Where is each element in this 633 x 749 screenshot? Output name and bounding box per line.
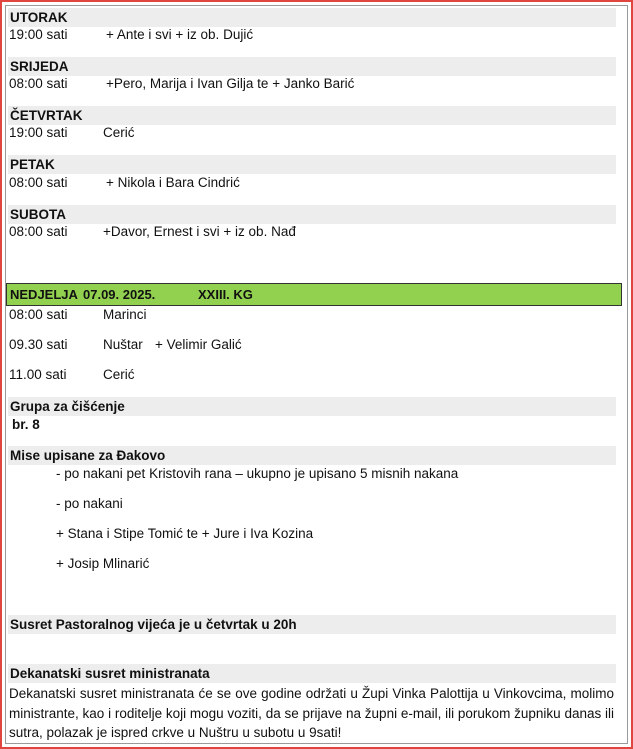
djakovo-item: - po nakani (56, 496, 123, 511)
day-band-cetvrtak: ČETVRTAK (8, 106, 616, 125)
djakovo-item: - po nakani pet Kristovih rana – ukupno je upisano 5 misnih nakana (56, 466, 459, 481)
mass-intention: Cerić (103, 125, 135, 140)
mass-intention: + Ante i svi + iz ob. Dujić (106, 27, 254, 42)
cleaning-band: Grupa za čišćenje (8, 397, 616, 416)
mass-time: 08:00 sati (9, 76, 68, 91)
sunday-mass-time: 11.00 sati (9, 367, 67, 382)
council-band: Susret Pastoralnog vijeća je u četvrtak u 20h (8, 615, 616, 634)
sunday-mass-time: 09.30 sati (9, 337, 68, 352)
sunday-band (6, 283, 622, 306)
mass-time: 08:00 sati (9, 175, 68, 190)
djakovo-item: + Stana i Stipe Tomić te + Jure i Iva Kozina (56, 526, 314, 541)
day-band-utorak: UTORAK (8, 8, 616, 27)
djakovo-item: + Josip Mlinarić (56, 556, 150, 571)
sunday-day: NEDJELJA (10, 287, 78, 302)
ministrants-paragraph: Dekanatski susret ministranata će se ove godine održati u Župi Vinka Palottija u Vinkovcima, molimo ministrante, kao i roditelje koji mogu voziti, da se prijave na župni e-mail, ili porukom župniku danas ili sutra, polazak je ispred crkve u Nuštru u subotu u 9sati! (9, 686, 614, 740)
sunday-mass-place: Marinci (103, 307, 147, 322)
cleaning-group-number: br. 8 (12, 417, 40, 432)
mass-time: 19:00 sati (9, 27, 68, 42)
mass-intention: +Pero, Marija i Ivan Gilja te + Janko Barić (106, 76, 355, 91)
mass-time: 19:00 sati (9, 125, 68, 140)
sunday-mass-place: Nuštar (103, 337, 143, 352)
sunday-mass-place: Cerić (103, 367, 135, 382)
mass-time: 08:00 sati (9, 224, 68, 239)
ministrants-band: Dekanatski susret ministranata (8, 664, 616, 683)
sunday-mass-time: 08:00 sati (9, 307, 68, 322)
day-band-srijeda: SRIJEDA (8, 57, 616, 76)
sunday-mass-intention: + Velimir Galić (155, 337, 242, 352)
day-band-subota: SUBOTA (8, 205, 616, 224)
mass-intention: + Nikola i Bara Cindrić (106, 175, 240, 190)
day-band-petak: PETAK (8, 155, 616, 174)
sunday-label: XXIII. KG (198, 287, 253, 302)
sunday-date: 07.09. 2025. (83, 287, 156, 302)
djakovo-band: Mise upisane za Đakovo (8, 446, 616, 465)
mass-intention: +Davor, Ernest i svi + iz ob. Nađ (103, 224, 296, 239)
